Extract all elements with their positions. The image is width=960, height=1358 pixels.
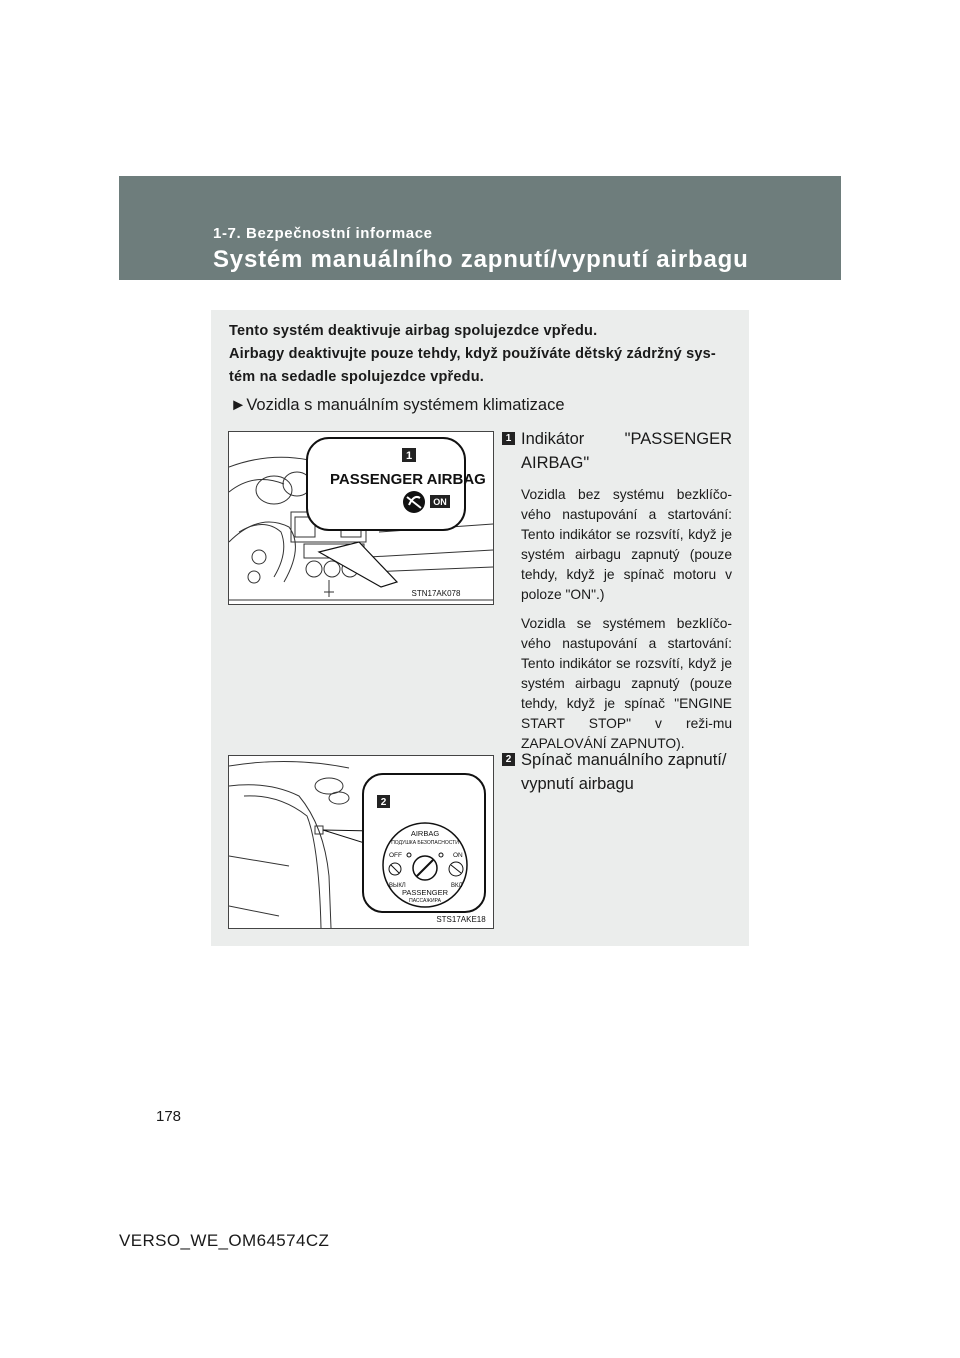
page-number: 178	[156, 1108, 182, 1125]
switch-on-label: ON	[453, 852, 463, 859]
switch-illustration	[229, 756, 493, 928]
dashboard-illustration	[229, 432, 493, 604]
item-indicator	[502, 427, 732, 763]
switch-off-label: OFF	[389, 852, 402, 859]
item-switch	[502, 748, 732, 796]
document-code: VERSO_WE_OM64574CZ	[119, 1231, 330, 1250]
on-badge-text: ON	[433, 497, 447, 507]
switch-title: AIRBAG	[410, 829, 440, 838]
item-2-title: Spínač manuálního zapnutí/ vypnutí airbagu	[521, 751, 727, 793]
item-1-para-2: Vozidla se systémem bezklíčo-vého nastupování a startování: Tento indikátor se rozsvítí, když je systém airbagu zapnutý (pouze tehdy, když je spínač "ENGINE START STOP" v reži-mu ZAPALOVÁNÍ ZAPNUTO).	[521, 616, 732, 751]
item-1-body	[521, 485, 732, 754]
figure-switch	[228, 755, 494, 929]
switch-on-ru: ВКЛ	[451, 883, 463, 889]
indicator-label: PASSENGER AIRBAG	[330, 471, 486, 488]
figure-code-1: STN17AK078	[411, 589, 461, 598]
intro-text	[229, 320, 739, 389]
content-panel	[211, 310, 749, 946]
figure-dashboard	[228, 431, 494, 605]
switch-off-ru: ВЫКЛ	[389, 883, 406, 889]
item-1-title: Indikátor "PASSENGER AIRBAG"	[521, 430, 732, 472]
chapter-header	[119, 176, 841, 280]
intro-line-2: Airbagy deaktivujte pouze tehdy, když používáte dětský zádržný sys-tém na sedadle spolujezdce vpředu.	[229, 346, 716, 385]
section-label: 1-7. Bezpečnostní informace	[213, 225, 433, 242]
callout-2-number: 2	[380, 797, 387, 808]
item-1-para-1: Vozidla bez systému bezklíčo-vého nastupování a startování: Tento indikátor se rozsvítí, když je systém airbagu zapnutý (pouze tehdy, když je spínač motoru v poloze "ON".)	[521, 487, 732, 602]
switch-passenger-ru: ПАССАЖИРА	[409, 898, 441, 904]
intro-line-1: Tento systém deaktivuje airbag spolujezdce vpředu.	[229, 323, 598, 339]
variant-label: ►Vozidla s manuálním systémem klimatizace	[230, 396, 565, 414]
switch-passenger: PASSENGER	[401, 888, 449, 897]
callout-1-number: 1	[405, 450, 413, 462]
page-title: Systém manuálního zapnutí/vypnutí airbagu	[213, 246, 749, 273]
item-1-number: 1	[502, 432, 515, 445]
item-2-number: 2	[502, 753, 515, 766]
figure-code-2: STS17AKE18	[436, 915, 486, 924]
switch-subtitle: ПОДУШКА БЕЗОПАСНОСТИ	[391, 840, 459, 846]
